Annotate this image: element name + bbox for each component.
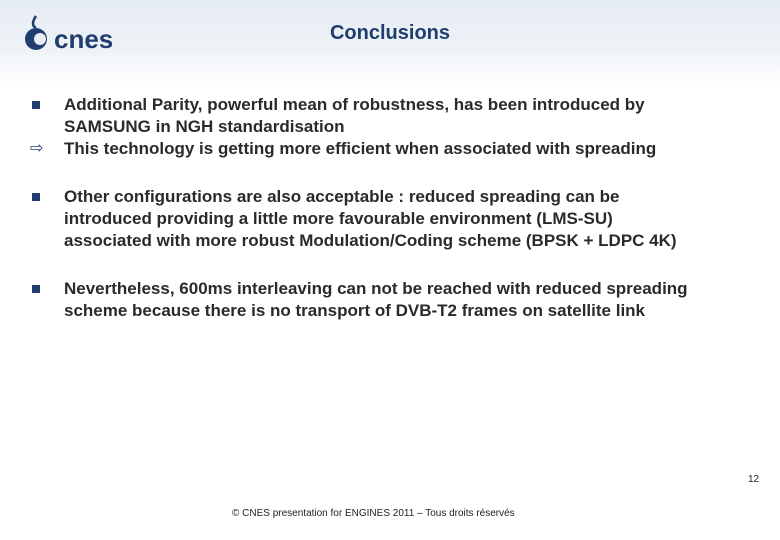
page-title: Conclusions bbox=[329, 22, 450, 44]
cnes-logo bbox=[22, 12, 146, 54]
bullet-line bbox=[24, 116, 754, 138]
logo-swoosh-icon bbox=[33, 16, 36, 28]
bullet-line bbox=[24, 94, 754, 116]
bullet-line bbox=[24, 300, 754, 322]
sub-bullet-text: This technology is getting more efficient when associated with spreading bbox=[64, 139, 657, 158]
bullet-text: scheme because there is no transport of DVB-T2 frames on satellite link bbox=[64, 301, 646, 320]
bullet-text: Nevertheless, 600ms interleaving can not be reached with reduced spreading bbox=[64, 279, 688, 298]
bullet-line bbox=[24, 230, 754, 252]
bullet-line bbox=[24, 208, 754, 230]
page-number: 12 bbox=[748, 474, 760, 485]
arrow-right-icon: ⇨ bbox=[30, 140, 44, 157]
bullet-text: introduced providing a little more favourable environment (LMS-SU) bbox=[64, 209, 613, 228]
logo-text: cnes bbox=[54, 24, 114, 54]
bullet-list bbox=[24, 94, 754, 348]
bullet-item bbox=[24, 186, 754, 252]
footer-copyright: © CNES presentation for ENGINES 2011 – Tous droits réservés bbox=[232, 508, 515, 519]
bullet-text: Other configurations are also acceptable : reduced spreading can be bbox=[64, 187, 620, 206]
square-bullet-icon bbox=[32, 101, 40, 109]
square-bullet-icon bbox=[32, 193, 40, 201]
square-bullet-icon bbox=[32, 285, 40, 293]
bullet-text: Additional Parity, powerful mean of robustness, has been introduced by bbox=[64, 95, 645, 114]
sub-bullet-line bbox=[24, 138, 754, 160]
bullet-text: SAMSUNG in NGH standardisation bbox=[64, 117, 345, 136]
bullet-item bbox=[24, 278, 754, 322]
bullet-line bbox=[24, 278, 754, 300]
bullet-line bbox=[24, 186, 754, 208]
bullet-item bbox=[24, 94, 754, 160]
bullet-text: associated with more robust Modulation/Coding scheme (BPSK + LDPC 4K) bbox=[64, 231, 677, 250]
